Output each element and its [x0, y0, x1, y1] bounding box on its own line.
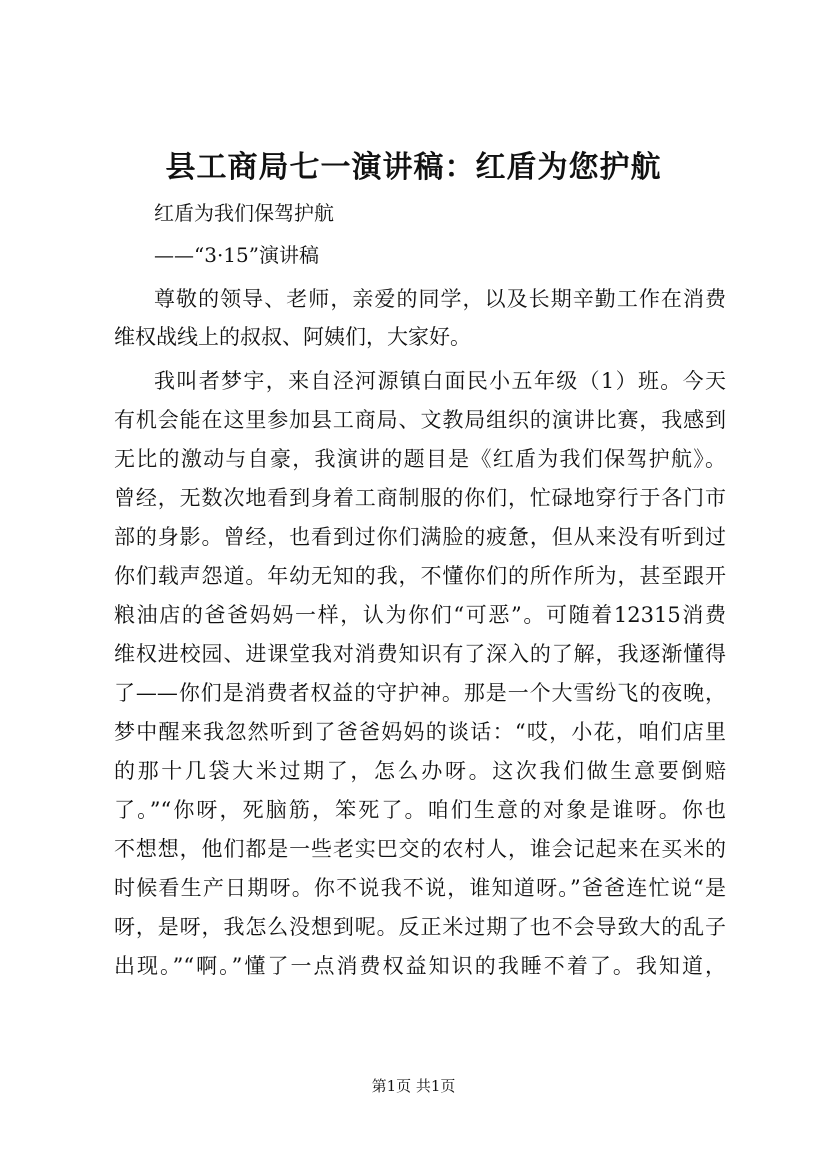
subtitle-heading: 红盾为我们保驾护航 — [154, 201, 334, 225]
page-footer: 第1页 共1页 — [371, 1077, 456, 1095]
paragraph-line: 部的身影。曾经，也看到过你们满脸的疲惫，但从来没有听到过 — [114, 525, 726, 549]
subtitle-speech-label: ——“3·15”演讲稿 — [154, 243, 319, 267]
paragraph-line: 无比的激动与自豪，我演讲的题目是《红盾为我们保驾护航》。 — [114, 447, 726, 471]
paragraph-line: 梦中醒来我忽然听到了爸爸妈妈的谈话：“哎，小花，咱们店里 — [114, 720, 726, 744]
paragraph-line: 出现。”“啊。”懂了一点消费权益知识的我睡不着了。我知道， — [114, 954, 726, 978]
paragraph-line: 粮油店的爸爸妈妈一样，认为你们“可恶”。可随着12315消费 — [114, 603, 726, 627]
paragraph-line: 维权进校园、进课堂我对消费知识有了深入的了解，我逐渐懂得 — [114, 642, 726, 666]
paragraph-line: 不想想，他们都是一些老实巴交的农村人，谁会记起来在买米的 — [114, 837, 726, 861]
paragraph-line: 有机会能在这里参加县工商局、文教局组织的演讲比赛，我感到 — [114, 408, 726, 432]
paragraph-line: 的那十几袋大米过期了，怎么办呀。这次我们做生意要倒赔 — [114, 759, 726, 783]
paragraph-line: 维权战线上的叔叔、阿姨们，大家好。 — [114, 325, 471, 349]
paragraph-line: 了——你们是消费者权益的守护神。那是一个大雪纷飞的夜晚， — [114, 681, 726, 705]
page-title: 县工商局七一演讲稿：红盾为您护航 — [165, 150, 662, 185]
paragraph-line: 你们载声怨道。年幼无知的我，不懂你们的所作所为，甚至跟开 — [114, 564, 726, 588]
paragraph-line: 了。”“你呀，死脑筋，笨死了。咱们生意的对象是谁呀。你也 — [114, 798, 726, 822]
paragraph-line: 时候看生产日期呀。你不说我不说，谁知道呀。”爸爸连忙说“是 — [114, 876, 726, 900]
paragraph-line: 我叫者梦宇，来自泾河源镇白面民小五年级（1）班。今天 — [154, 369, 726, 393]
paragraph-line: 曾经，无数次地看到身着工商制服的你们，忙碌地穿行于各门市 — [114, 486, 726, 510]
paragraph-line: 尊敬的领导、老师，亲爱的同学，以及长期辛勤工作在消费 — [154, 287, 726, 311]
paragraph-line: 呀，是呀，我怎么没想到呢。反正米过期了也不会导致大的乱子 — [114, 915, 726, 939]
